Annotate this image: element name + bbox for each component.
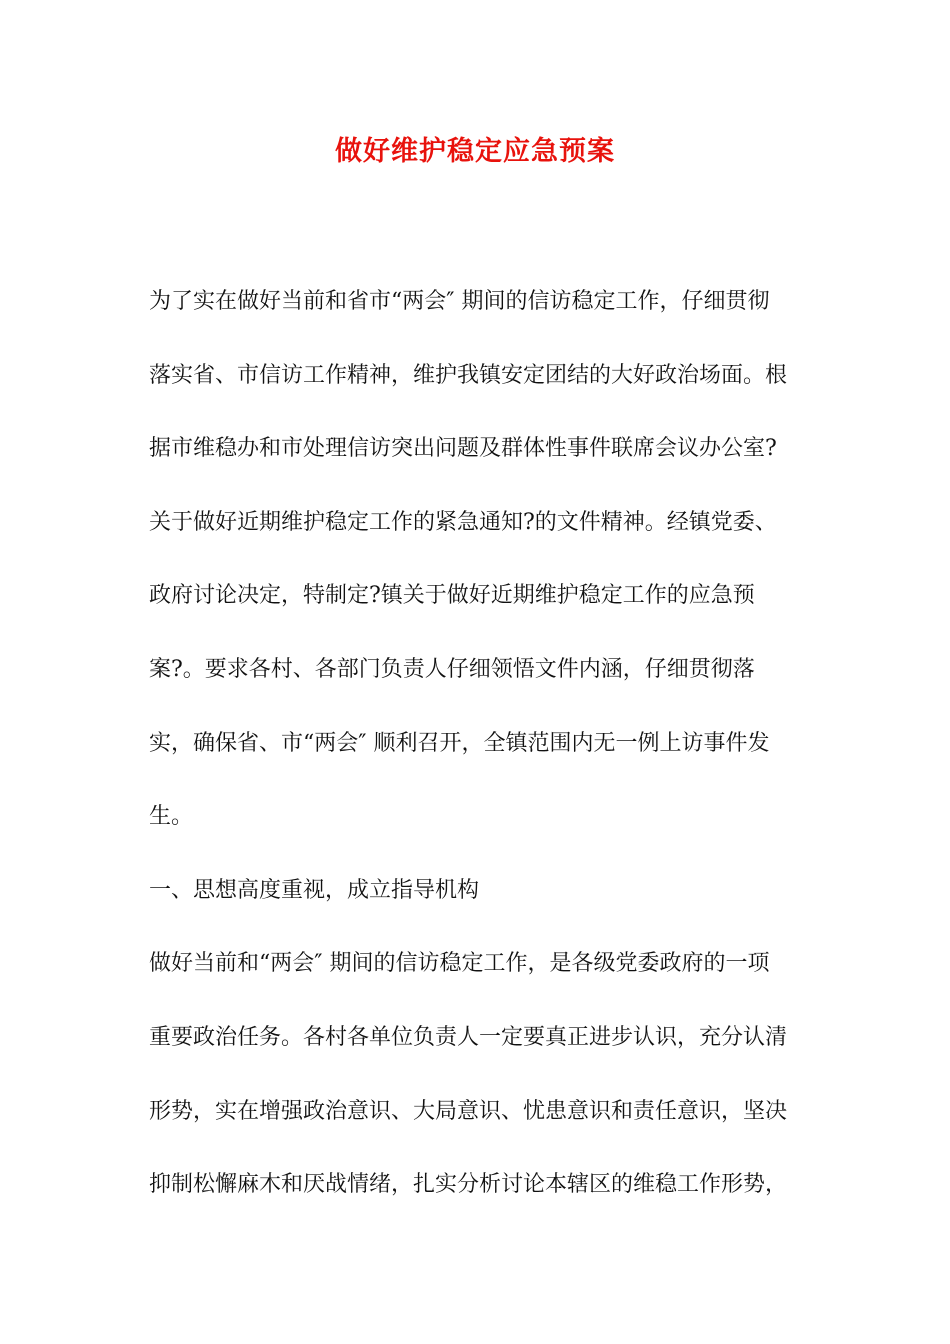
body-line: 生。 <box>149 804 194 830</box>
body-line: 做好当前和“两会″ 期间的信访稳定工作，是各级党委政府的一项 <box>149 951 770 977</box>
document-title: 做好维护稳定应急预案 <box>335 136 615 167</box>
document-body <box>149 280 809 1237</box>
body-line: 关于做好近期维护稳定工作的紧急通知?的文件精神。经镇党委、 <box>149 509 777 535</box>
body-line: 实，确保省、市“两会″ 顺利召开，全镇范围内无一例上访事件发 <box>149 730 770 756</box>
section-heading: 一、思想高度重视，成立指导机构 <box>149 877 480 903</box>
body-line: 形势，实在增强政治意识、大局意识、忧患意识和责任意识，坚决 <box>149 1098 788 1124</box>
body-line: 为了实在做好当前和省市“两会″ 期间的信访稳定工作，仔细贯彻 <box>149 289 770 314</box>
body-line: 政府讨论决定，特制定?镇关于做好近期维护稳定工作的应急预 <box>149 583 755 609</box>
body-line: 重要政治任务。各村各单位负责人一定要真正进步认识，充分认清 <box>149 1024 788 1050</box>
body-line: 抑制松懈麻木和厌战情绪，扎实分析讨论本辖区的维稳工作形势， <box>149 1172 788 1198</box>
body-line: 落实省、市信访工作精神，维护我镇安定团结的大好政治场面。根 <box>149 362 788 388</box>
body-line: 案?。要求各村、各部门负责人仔细领悟文件内涵，仔细贯彻落 <box>149 656 755 682</box>
body-line: 据市维稳办和市处理信访突出问题及群体性事件联席会议办公室? <box>149 436 777 462</box>
